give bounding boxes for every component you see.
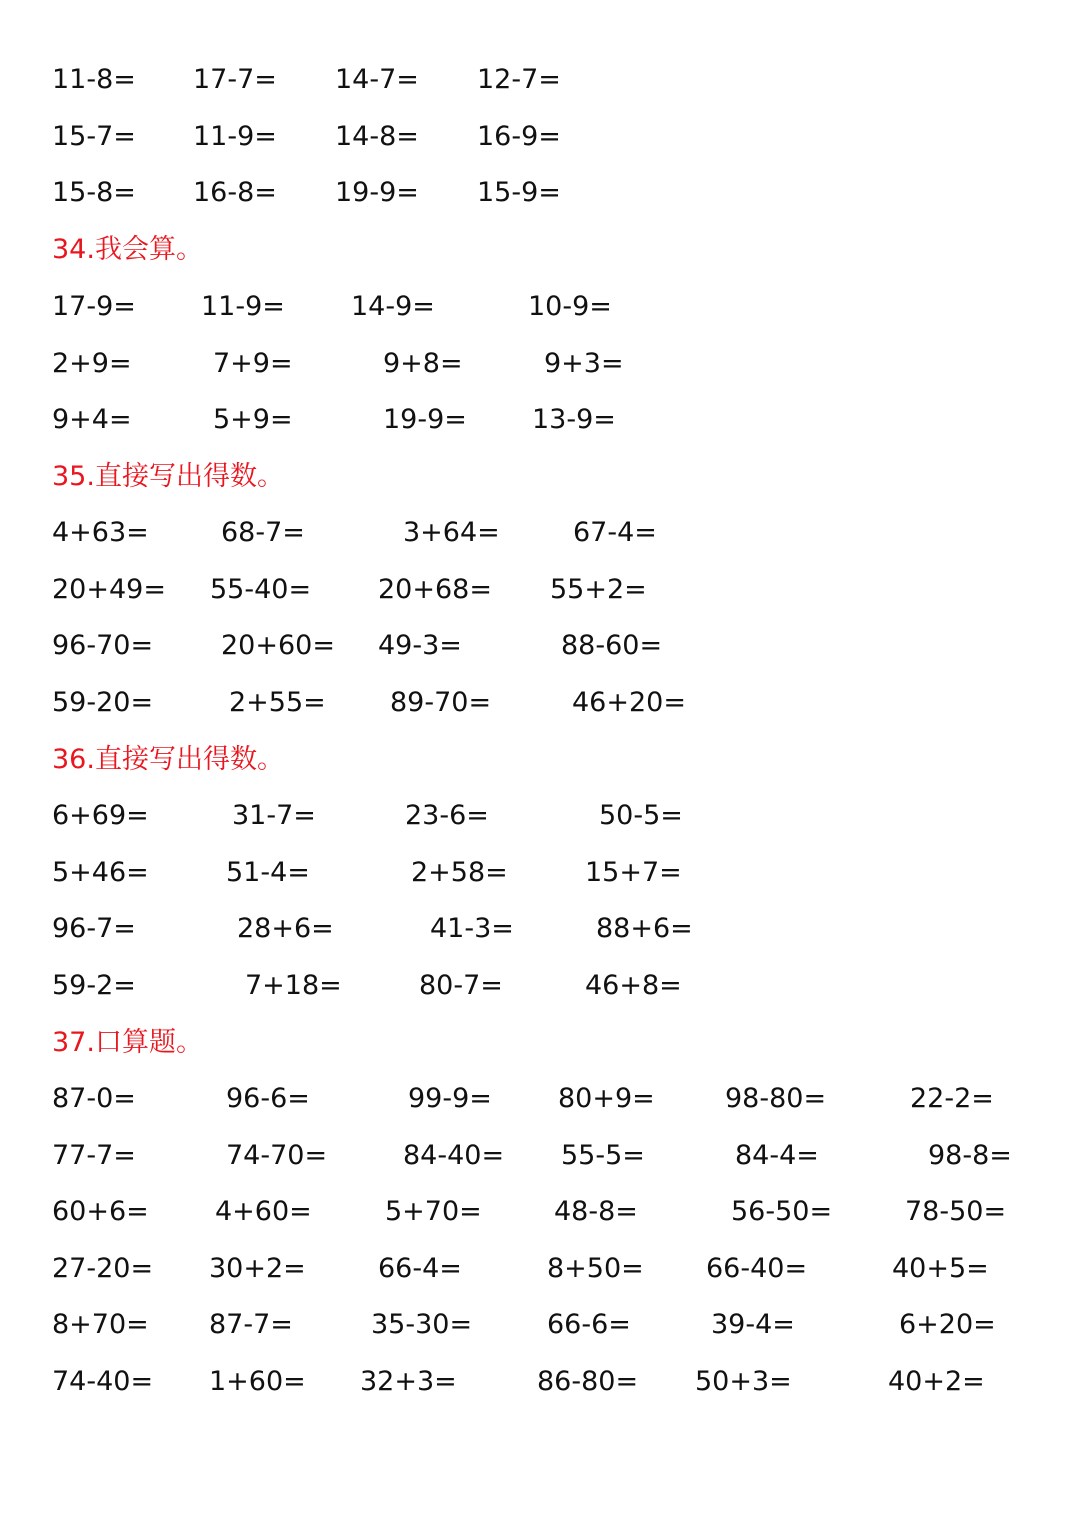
- problem-item: 3+64=: [403, 517, 500, 548]
- problem-item: 68-7=: [221, 517, 305, 548]
- section-heading: [0, 1023, 1080, 1063]
- problem-item: 48-8=: [554, 1196, 638, 1227]
- problem-row: [0, 287, 1080, 327]
- problem-item: 67-4=: [573, 517, 657, 548]
- problem-item: 31-7=: [232, 800, 316, 831]
- problem-item: 77-7=: [52, 1140, 136, 1171]
- problem-item: 22-2=: [910, 1083, 994, 1114]
- problem-item: 16-8=: [193, 177, 277, 208]
- problem-row: [0, 117, 1080, 157]
- problem-item: 7+18=: [245, 970, 342, 1001]
- problem-item: 86-80=: [537, 1366, 639, 1397]
- problem-item: 6+20=: [899, 1309, 996, 1340]
- problem-item: 2+55=: [229, 687, 326, 718]
- problem-item: 50-5=: [599, 800, 683, 831]
- section-title: 34.我会算。: [52, 234, 203, 265]
- problem-item: 80+9=: [558, 1083, 655, 1114]
- problem-item: 49-3=: [378, 630, 462, 661]
- problem-item: 59-20=: [52, 687, 154, 718]
- problem-item: 28+6=: [237, 913, 334, 944]
- problem-item: 87-0=: [52, 1083, 136, 1114]
- problem-item: 15-8=: [52, 177, 136, 208]
- problem-item: 9+8=: [383, 348, 463, 379]
- problem-item: 40+5=: [892, 1253, 989, 1284]
- problem-item: 88-60=: [561, 630, 663, 661]
- problem-item: 96-7=: [52, 913, 136, 944]
- problem-item: 17-7=: [193, 64, 277, 95]
- problem-item: 27-20=: [52, 1253, 154, 1284]
- problem-item: 5+46=: [52, 857, 149, 888]
- problem-item: 87-7=: [209, 1309, 293, 1340]
- problem-item: 74-40=: [52, 1366, 154, 1397]
- problem-row: [0, 853, 1080, 893]
- problem-item: 96-70=: [52, 630, 154, 661]
- problem-item: 50+3=: [695, 1366, 792, 1397]
- problem-item: 39-4=: [711, 1309, 795, 1340]
- section-title: 36.直接写出得数。: [52, 744, 284, 775]
- problem-item: 46+8=: [585, 970, 682, 1001]
- problem-item: 5+70=: [385, 1196, 482, 1227]
- problem-item: 9+4=: [52, 404, 132, 435]
- problem-row: [0, 683, 1080, 723]
- section-heading: [0, 230, 1080, 270]
- problem-item: 11-9=: [193, 121, 277, 152]
- problem-item: 6+69=: [52, 800, 149, 831]
- problem-item: 84-4=: [735, 1140, 819, 1171]
- problem-item: 10-9=: [528, 291, 612, 322]
- problem-row: [0, 60, 1080, 100]
- section-title: 35.直接写出得数。: [52, 461, 284, 492]
- problem-item: 4+63=: [52, 517, 149, 548]
- problem-item: 84-40=: [403, 1140, 505, 1171]
- problem-item: 51-4=: [226, 857, 310, 888]
- problem-row: [0, 1305, 1080, 1345]
- section-heading: [0, 457, 1080, 497]
- problem-item: 55-40=: [210, 574, 312, 605]
- problem-item: 17-9=: [52, 291, 136, 322]
- problem-item: 20+49=: [52, 574, 166, 605]
- problem-row: [0, 1362, 1080, 1402]
- problem-item: 66-40=: [706, 1253, 808, 1284]
- problem-item: 8+70=: [52, 1309, 149, 1340]
- problem-item: 15+7=: [585, 857, 682, 888]
- problem-row: [0, 570, 1080, 610]
- problem-item: 5+9=: [213, 404, 293, 435]
- problem-item: 13-9=: [532, 404, 616, 435]
- problem-row: [0, 513, 1080, 553]
- problem-item: 20+68=: [378, 574, 492, 605]
- problem-item: 23-6=: [405, 800, 489, 831]
- problem-item: 12-7=: [477, 64, 561, 95]
- problem-item: 66-6=: [547, 1309, 631, 1340]
- problem-item: 2+58=: [411, 857, 508, 888]
- problem-item: 11-9=: [201, 291, 285, 322]
- problem-item: 41-3=: [430, 913, 514, 944]
- problem-item: 56-50=: [731, 1196, 833, 1227]
- problem-item: 8+50=: [547, 1253, 644, 1284]
- problem-item: 46+20=: [572, 687, 686, 718]
- problem-item: 96-6=: [226, 1083, 310, 1114]
- problem-item: 99-9=: [408, 1083, 492, 1114]
- problem-item: 88+6=: [596, 913, 693, 944]
- problem-item: 32+3=: [360, 1366, 457, 1397]
- problem-item: 40+2=: [888, 1366, 985, 1397]
- problem-item: 14-9=: [351, 291, 435, 322]
- problem-item: 59-2=: [52, 970, 136, 1001]
- problem-row: [0, 796, 1080, 836]
- problem-item: 19-9=: [335, 177, 419, 208]
- problem-item: 16-9=: [477, 121, 561, 152]
- problem-row: [0, 344, 1080, 384]
- section-title: 37.口算题。: [52, 1027, 203, 1058]
- problem-item: 19-9=: [383, 404, 467, 435]
- problem-item: 89-70=: [390, 687, 492, 718]
- problem-item: 98-80=: [725, 1083, 827, 1114]
- problem-item: 55+2=: [550, 574, 647, 605]
- problem-item: 11-8=: [52, 64, 136, 95]
- problem-item: 14-7=: [335, 64, 419, 95]
- problem-item: 4+60=: [215, 1196, 312, 1227]
- problem-item: 55-5=: [561, 1140, 645, 1171]
- problem-item: 30+2=: [209, 1253, 306, 1284]
- problem-row: [0, 173, 1080, 213]
- problem-item: 15-9=: [477, 177, 561, 208]
- problem-row: [0, 1079, 1080, 1119]
- problem-item: 1+60=: [209, 1366, 306, 1397]
- problem-row: [0, 1249, 1080, 1289]
- problem-row: [0, 909, 1080, 949]
- problem-item: 66-4=: [378, 1253, 462, 1284]
- section-heading: [0, 740, 1080, 780]
- problem-item: 60+6=: [52, 1196, 149, 1227]
- problem-row: [0, 1192, 1080, 1232]
- problem-item: 74-70=: [226, 1140, 328, 1171]
- problem-row: [0, 400, 1080, 440]
- problem-item: 9+3=: [544, 348, 624, 379]
- problem-item: 14-8=: [335, 121, 419, 152]
- problem-item: 20+60=: [221, 630, 335, 661]
- problem-item: 15-7=: [52, 121, 136, 152]
- problem-row: [0, 1136, 1080, 1176]
- problem-item: 35-30=: [371, 1309, 473, 1340]
- problem-item: 7+9=: [213, 348, 293, 379]
- problem-item: 78-50=: [905, 1196, 1007, 1227]
- problem-item: 98-8=: [928, 1140, 1012, 1171]
- problem-item: 2+9=: [52, 348, 132, 379]
- problem-item: 80-7=: [419, 970, 503, 1001]
- problem-row: [0, 626, 1080, 666]
- problem-row: [0, 966, 1080, 1006]
